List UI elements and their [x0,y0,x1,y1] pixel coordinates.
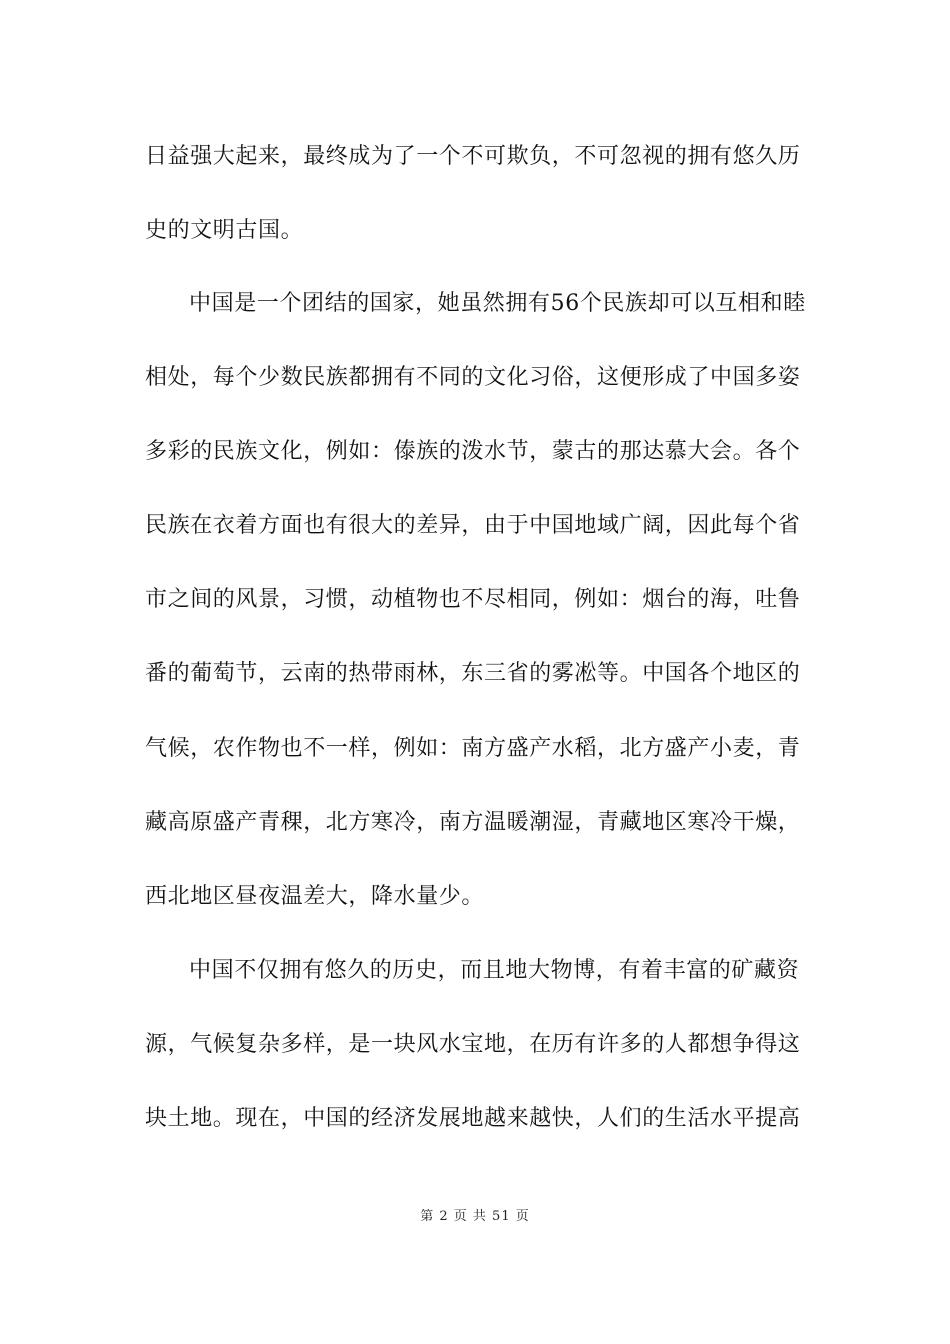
text-line: 民族在衣着方面也有很大的差异，由于中国地域广阔，因此每个省 [145,513,801,538]
paragraph-first-line: 中国是一个团结的国家，她虽然拥有56个民族却可以互相和睦 [189,291,806,316]
text-line: 藏高原盛产青稞，北方寒冷，南方温暖潮湿，青藏地区寒冷干燥， [145,810,801,835]
paragraph-first-line: 中国不仅拥有悠久的历史，而且地大物博，有着丰富的矿藏资 [189,958,800,983]
text-line: 块土地。现在，中国的经济发展地越来越快，人们的生活水平提高 [145,1106,801,1131]
text-line: 气候，农作物也不一样，例如：南方盛产水稻，北方盛产小麦，青 [145,736,801,761]
text-line: 相处，每个少数民族都拥有不同的文化习俗，这便形成了中国多姿 [145,365,801,390]
page-number-footer: 第 2 页 共 51 页 [420,1209,530,1224]
text-line: 市之间的风景，习惯，动植物也不尽相同，例如：烟台的海，吐鲁 [145,587,801,612]
text-line: 番的葡萄节，云南的热带雨林，东三省的雾凇等。中国各个地区的 [145,661,801,686]
text-line: 日益强大起来，最终成为了一个不可欺负，不可忽视的拥有悠久历 [145,144,801,169]
text-line: 西北地区昼夜温差大，降水量少。 [145,884,485,909]
text-line: 源，气候复杂多样，是一块风水宝地，在历有许多的人都想争得这 [145,1032,801,1057]
text-line: 史的文明古国。 [145,218,304,243]
text-line: 多彩的民族文化，例如：傣族的泼水节，蒙古的那达慕大会。各个 [145,439,801,464]
